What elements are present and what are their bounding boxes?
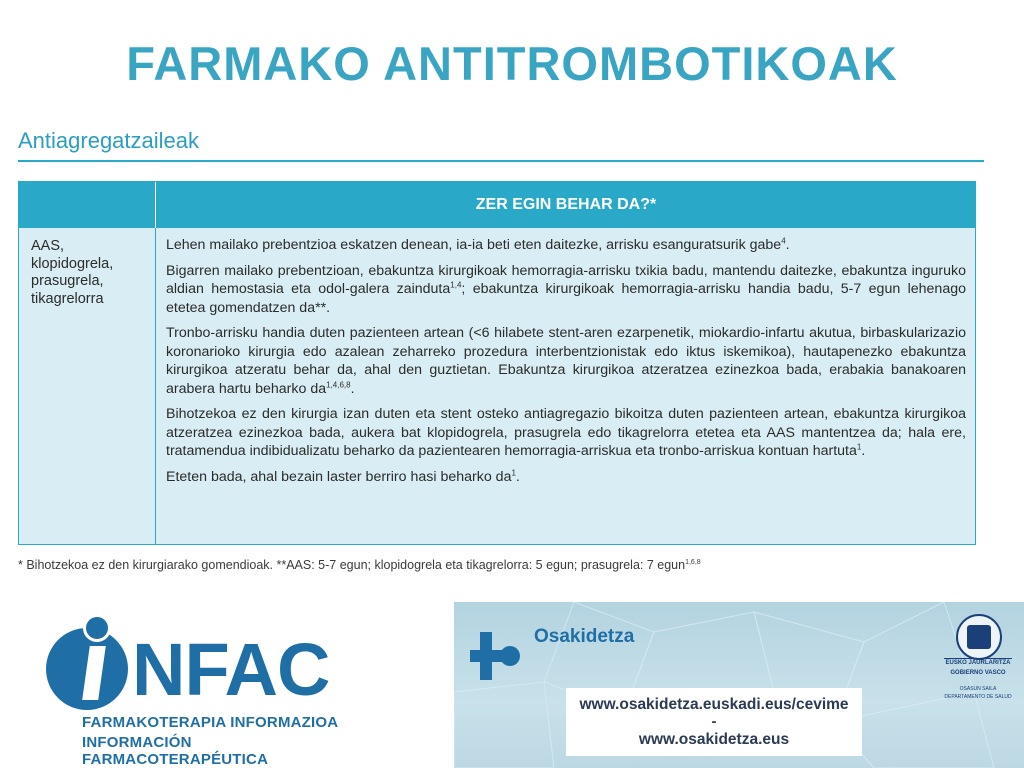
drug-item: tikagrelorra bbox=[31, 290, 104, 307]
drug-item: prasugrela, bbox=[31, 273, 104, 289]
logo-wordmark: NFAC bbox=[132, 628, 330, 711]
paragraph-restart: Eteten bada, ahal bezain laster berriro hasi beharko $da^1$. bbox=[166, 467, 520, 485]
recommendation-table bbox=[18, 181, 976, 545]
infac-logo bbox=[46, 610, 376, 768]
paragraph-dual-antiplatelet: Bihotzekoa ez den kirurgia izan duten eta stent osteko antiagregazio bikoitza duten pazienteen artean, ebakuntza kirurgikoa atzeratzea ezinezkoa bada, aukera bat klopidogrela, prasugrela edo tikagrelorra etetea eta AAS mantentzea da; hala ere, tratamendua indibidualizatu beharko da pazientearen hemorragia-arriskua eta tronbo-arriskua kontuan hartuta$^1$. bbox=[166, 406, 966, 459]
url-cevime[interactable]: www.osakidetza.euskadi.eus/cevime bbox=[579, 696, 849, 713]
osakidetza-banner bbox=[454, 602, 1024, 768]
section-title: Antiagregatzaileak bbox=[18, 128, 200, 153]
logo-subtitle-eu: FARMAKOTERAPIA INFORMAZIOA bbox=[82, 714, 339, 731]
url-separator: - bbox=[711, 713, 717, 730]
column-divider bbox=[155, 228, 156, 544]
url-osakidetza[interactable]: www.osakidetza.eus bbox=[638, 731, 790, 748]
table-header-cell: ZER EGIN BEHAR DA?* bbox=[155, 182, 976, 228]
page-title: FARMAKO ANTITROMBOTIKOAK bbox=[126, 37, 898, 90]
drug-list bbox=[31, 238, 149, 308]
coat-of-arms-icon bbox=[956, 614, 1002, 660]
osakidetza-name: Osakidetza bbox=[534, 626, 635, 647]
dept-name-eu: OSASUN SAILA bbox=[959, 686, 997, 692]
drug-item: klopidogrela, bbox=[31, 255, 114, 272]
logo-subtitle-es: INFORMACIÓN FARMACOTERAPÉUTICA bbox=[82, 734, 269, 768]
logo-dot-icon bbox=[83, 614, 111, 642]
table-header-row bbox=[19, 182, 975, 228]
url-box bbox=[566, 688, 862, 756]
osakidetza-icon bbox=[470, 628, 526, 684]
section-divider bbox=[18, 160, 984, 162]
dept-name-es: DEPARTAMENTO DE SALUD bbox=[944, 694, 1012, 700]
gov-name-es: GOBIERNO VASCO bbox=[950, 670, 1006, 676]
gov-name-eu: EUSKO JAURLARITZA bbox=[945, 660, 1011, 666]
paragraph-thrombotic-risk: Tronbo-arrisku handia duten pazienteen artean (<6 hilabete stent-aren ezarpenetik, miokardio-infartu akutua, birbaskularizazio koronarioko kirurgia edo azalean zeharreko prozedura interbentzionistak edo iktus iskemikoa), hautapenezko ebakuntza kirurgikoa atzeratu behar da, ahal den guztietan. Ebakuntza kirurgikoa atzeratzea ezinezkoa bada, erabakia banakoaren arabera hartu beharko da$^{1,4,6,8}$. bbox=[166, 325, 966, 397]
paragraph-primary-prevention: Lehen mailako prebentzioa eskatzen denean, ia-ia beti eten daitezke, arrisku esanguratsurik gabe$^4$. bbox=[166, 236, 790, 253]
paragraph-secondary-prevention: Bigarren mailako prebentzioan, ebakuntza kirurgikoak hemorragia-arrisku txikia badu, mantendu daitezke, ebakuntza inguruko aldian hemostasia eta odol-galera zainduta$^{1,4}$; ebakuntza kirurgikoak hemorragia-arrisku handia badu, 5-7 egun lehenago etetea gomendatzen da**. bbox=[166, 262, 966, 316]
recommendation-text bbox=[166, 236, 966, 493]
table-footnote: * Bihotzekoa ez den kirurgiarako gomendioak. **AAS: 5-7 egun; klopidogrela eta tikagrelorra: 5 egun; prasugrela: 7 egun$^{1,6,8}$ bbox=[18, 558, 701, 572]
gobierno-vasco-logo bbox=[942, 612, 1014, 732]
gov-divider bbox=[944, 658, 1012, 659]
drug-item: AAS, bbox=[31, 238, 65, 254]
